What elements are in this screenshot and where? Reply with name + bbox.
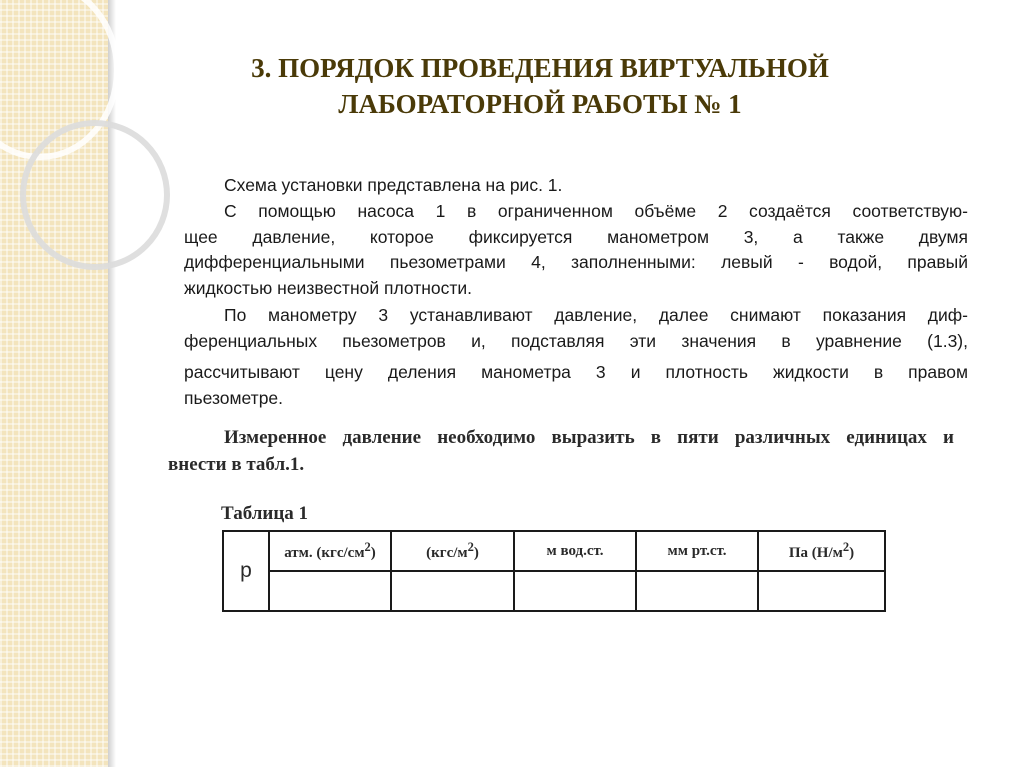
paragraph-manometer-procedure (184, 303, 968, 411)
row-label-cell: p (223, 531, 269, 611)
slide-title-line-1: 3. ПОРЯДОК ПРОВЕДЕНИЯ ВИРТУАЛЬНОЙ (251, 53, 829, 83)
header-pascal-text: Па (Н/м (788, 545, 843, 561)
header-kgf-m2-text: (кгс/м (426, 545, 468, 561)
pressure-units-table (222, 530, 886, 612)
value-cell-atm[interactable] (269, 571, 391, 611)
slide-title-line-2: ЛАБОРАТОРНОЙ РАБОТЫ № 1 (338, 89, 742, 119)
header-kgf-m2 (391, 531, 514, 571)
slide-title (180, 50, 900, 122)
header-exponent: 2 (364, 540, 371, 554)
header-water-column: м вод.ст. (514, 531, 636, 571)
header-mercury-column: мм рт.ст. (636, 531, 758, 571)
header-close-paren: ) (849, 545, 855, 561)
paragraph-line: По манометру 3 устанавливают давление, далее снимают показания диф- (224, 305, 968, 325)
measurement-note (168, 424, 954, 478)
header-exponent: 2 (467, 540, 474, 554)
paragraph-line: щее давление, которое фиксируется манометром 3, а также двумя (184, 226, 968, 247)
paragraph-pump-description (184, 199, 968, 301)
note-line: внести в табл.1. (168, 454, 305, 475)
decorative-ring-middle (20, 120, 170, 270)
table-header-row (223, 531, 885, 571)
table-caption: Таблица 1 (221, 503, 309, 524)
header-close-paren: ) (473, 545, 479, 561)
value-cell-pascal[interactable] (758, 571, 885, 611)
table-value-row (223, 571, 885, 611)
value-cell-water-column[interactable] (514, 571, 636, 611)
header-close-paren: ) (370, 545, 376, 561)
paragraph-line: дифференциальными пьезометрами 4, заполненными: левый - водой, правый (184, 252, 968, 272)
paragraph-line: пьезометре. (184, 387, 284, 408)
value-cell-kgf-m2[interactable] (391, 571, 514, 611)
paragraph-line: Схема установки представлена на рис. 1. (224, 175, 563, 195)
value-cell-mercury-column[interactable] (636, 571, 758, 611)
paragraph-line: С помощью насоса 1 в ограниченном объёме 2 создаётся соответствую- (224, 201, 968, 221)
header-exponent: 2 (842, 540, 850, 554)
note-line: Измеренное давление необходимо выразить в пяти различных единицах и (224, 427, 954, 448)
paragraph-setup-scheme (184, 173, 968, 199)
header-atm-text: атм. (кгс/см (284, 545, 365, 561)
header-atm (269, 531, 391, 571)
paragraph-line: рассчитывают цену деления манометра 3 и плотность жидкости в правом (184, 362, 968, 382)
paragraph-line: жидкостью неизвестной плотности. (184, 277, 473, 298)
header-pascal (758, 531, 885, 571)
paragraph-line: ференциальных пьезометров и, подставляя эти значения в уравнение (1.3), (184, 330, 968, 351)
